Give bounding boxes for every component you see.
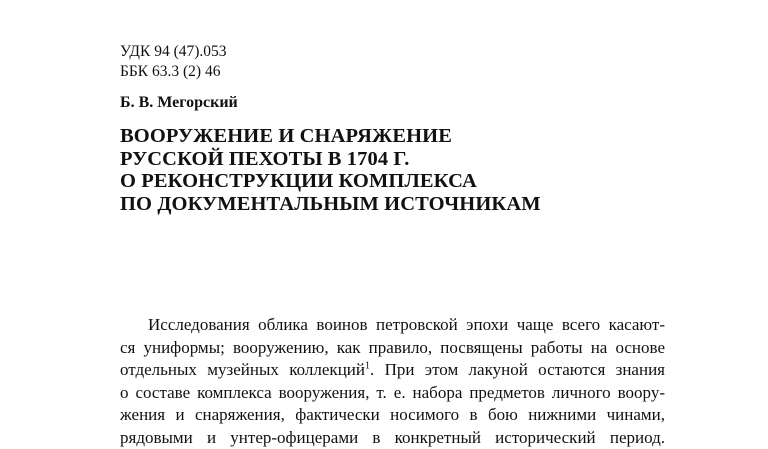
title-line: РУССКОЙ ПЕХОТЫ В 1704 Г. <box>120 148 541 171</box>
body-line: Исследования облика воинов петровской эпохи чаще всего касают- <box>120 314 665 337</box>
body-line: жения и снаряжения, фактически носимого в бою нижними чинами, <box>120 404 665 427</box>
body-line: рядовыми и унтер-офицерами в конкретный исторический период. <box>120 427 665 449</box>
title-line: ПО ДОКУМЕНТАЛЬНЫМ ИСТОЧНИКАМ <box>120 193 541 216</box>
udk-code: УДК 94 (47).053 <box>120 43 227 61</box>
title-line: ВООРУЖЕНИЕ И СНАРЯЖЕНИЕ <box>120 125 541 148</box>
body-paragraph <box>120 314 665 449</box>
title-line: О РЕКОНСТРУКЦИИ КОМПЛЕКСА <box>120 170 541 193</box>
body-text-segment: . При этом лакуной остаются знания <box>370 360 665 379</box>
body-line <box>120 359 665 382</box>
article-title <box>120 125 541 215</box>
footnote-marker[interactable]: 1 <box>365 360 370 371</box>
author-name: Б. В. Мегорский <box>120 93 238 113</box>
body-line: ся униформы; вооружению, как правило, посвящены работы на основе <box>120 337 665 360</box>
body-text-segment: отдельных музейных коллекций <box>120 360 365 379</box>
bbk-code: ББК 63.3 (2) 46 <box>120 63 220 81</box>
body-line: о составе комплекса вооружения, т. е. набора предметов личного воору- <box>120 382 665 405</box>
